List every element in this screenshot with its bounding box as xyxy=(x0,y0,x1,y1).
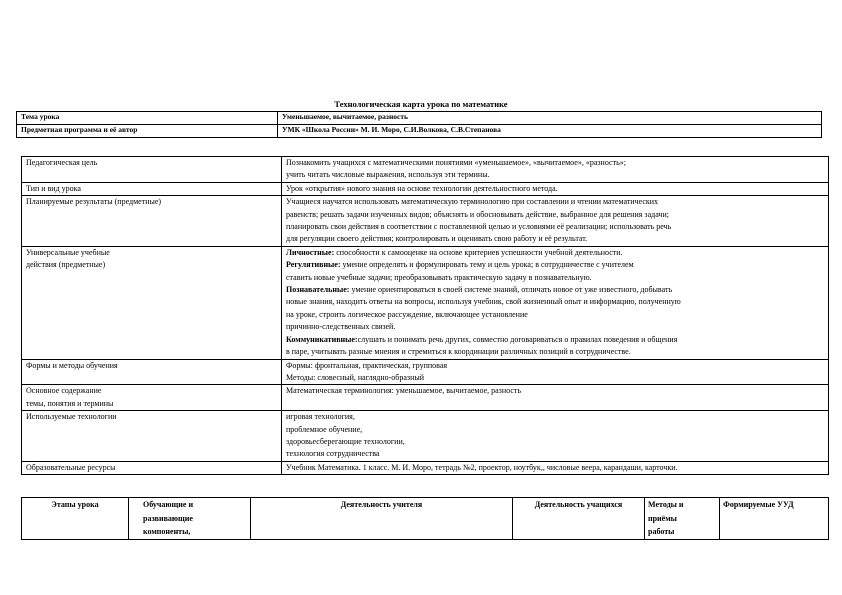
table-row xyxy=(22,385,829,411)
type-label: Тип и вид урока xyxy=(22,182,282,195)
table-row xyxy=(22,246,829,359)
stages-col-header: Этапы урока xyxy=(22,498,129,540)
cognitive-text: умение ориентироваться в своей системе знаний, отличать новое от уже известного, добывать xyxy=(349,285,673,295)
program-value: УМК «Школа России» М. И. Моро, С.И.Волкова, С.В.Степанова xyxy=(278,125,822,138)
components-col-header xyxy=(129,498,251,540)
components-col-line: Обучающие и xyxy=(143,500,194,509)
personal-key: Личностные: xyxy=(286,247,335,257)
results-line: для регуляции своего действия; контролировать и оценивать свою работу и её результат. xyxy=(286,234,588,244)
methods-col-line: приёмы xyxy=(648,513,677,523)
table-row xyxy=(17,112,822,125)
regulative-text: умение определять и формулировать тему и цель урока; в сотрудничестве с учителем xyxy=(340,260,634,270)
tech-value xyxy=(282,411,829,462)
personal-text: способности к самооценке на основе критериев успешности учебной деятельности. xyxy=(334,247,623,257)
goal-label: Педагогическая цель xyxy=(22,157,282,183)
lesson-header-table xyxy=(16,111,822,138)
content-label xyxy=(22,385,282,411)
goal-line: учить читать числовые выражения, используя эти термины. xyxy=(286,170,490,180)
table-row xyxy=(22,196,829,247)
topic-value: Уменьшаемое, вычитаемое, разность xyxy=(278,112,822,125)
cognitive-uud xyxy=(286,284,825,296)
teacher-activity-col-header: Деятельность учителя xyxy=(251,498,513,540)
communicative-uud xyxy=(286,334,825,346)
table-row xyxy=(22,411,829,462)
components-col-line: развивающие xyxy=(143,513,193,523)
communicative-key: Коммуникативные: xyxy=(286,334,358,344)
personal-uud xyxy=(286,247,825,259)
methods-col-line: Методы и xyxy=(648,500,684,509)
forms-line: Формы: фронтальная, практическая, групповая xyxy=(286,360,448,370)
cognitive-text: причинно-следственных связей. xyxy=(286,322,396,332)
table-row xyxy=(17,125,822,138)
tech-label: Используемые технологии xyxy=(22,411,282,462)
topic-label: Тема урока xyxy=(17,112,278,125)
lesson-details-table xyxy=(21,156,829,475)
resources-value: Учебник Математика. 1 класс. М. И. Моро, тетрадь №2, проектор, ноутбук,, числовые веера, карандаши, карточки. xyxy=(282,461,829,474)
forms-value xyxy=(282,359,829,385)
content-value: Математическая терминология: уменьшаемое, вычитаемое, разность xyxy=(282,385,829,411)
table-row xyxy=(22,498,829,540)
goal-value xyxy=(282,157,829,183)
results-label: Планируемые результаты (предметные) xyxy=(22,196,282,247)
cognitive-text: на уроке, строить логическое рассуждение, включающее установление xyxy=(286,309,528,319)
goal-line: Познакомить учащихся с математическими понятиями «уменьшаемое», «вычитаемое», «разность»; xyxy=(286,158,626,167)
uud-label-line: Универсальные учебные xyxy=(26,247,110,257)
program-label: Предметная программа и её автор xyxy=(17,125,278,138)
lesson-stages-table xyxy=(21,497,829,540)
type-value: Урок «открытия» нового знания на основе технологии деятельностного метода. xyxy=(282,182,829,195)
methods-col-line: работы xyxy=(648,527,675,536)
student-activity-col-header: Деятельность учащихся xyxy=(513,498,645,540)
communicative-text: слушать и понимать речь других, совместно договариваться о правилах поведения и общения xyxy=(357,334,678,344)
table-row xyxy=(22,461,829,474)
uud-col-header: Формируемые УУД xyxy=(720,498,829,540)
results-line: Учащиеся научатся использовать математическую терминологию при составлении и чтении математических xyxy=(286,197,659,207)
table-row xyxy=(22,157,829,183)
resources-label: Образовательные ресурсы xyxy=(22,461,282,474)
cognitive-key: Познавательные: xyxy=(286,285,350,295)
table-row xyxy=(22,182,829,195)
content-label-line: темы, понятия и термины xyxy=(26,398,114,408)
regulative-uud xyxy=(286,259,825,271)
uud-label-line: действия (предметные) xyxy=(26,260,106,270)
results-value xyxy=(282,196,829,247)
tech-line: игровая технология, xyxy=(286,412,355,422)
forms-line: Методы: словесный, наглядно-образный xyxy=(286,372,425,382)
results-line: равенств; решать задачи изученных видов; объяснять и обосновывать действие, выбранное для решения задачи; xyxy=(286,209,669,219)
table-row xyxy=(22,359,829,385)
page-title: Технологическая карта урока по математике xyxy=(334,99,508,109)
tech-line: здоровьесберегающие технологии, xyxy=(286,436,405,446)
tech-line: технология сотрудничества xyxy=(286,449,380,459)
uud-value xyxy=(282,246,829,359)
uud-label xyxy=(22,246,282,359)
methods-col-header xyxy=(645,498,720,540)
regulative-text: ставить новые учебные задачи; преобразовывать практическую задачу в познавательную. xyxy=(286,272,592,282)
results-line: планировать свои действия в соответствии с поставленной целью и условиями её реализации; использовать речь xyxy=(286,222,672,232)
communicative-text: в паре, учитывать разные мнения и стремиться к координации различных позиций в сотрудничестве. xyxy=(286,347,631,357)
components-col-line: компоненты, xyxy=(143,527,191,536)
forms-label: Формы и методы обучения xyxy=(22,359,282,385)
content-label-line: Основное содержание xyxy=(26,386,102,396)
regulative-key: Регулятивные: xyxy=(286,260,341,270)
cognitive-text: новые знания, находить ответы на вопросы, используя учебник, свой жизненный опыт и информацию, полученную xyxy=(286,297,681,307)
tech-line: проблемное обучение, xyxy=(286,424,363,434)
